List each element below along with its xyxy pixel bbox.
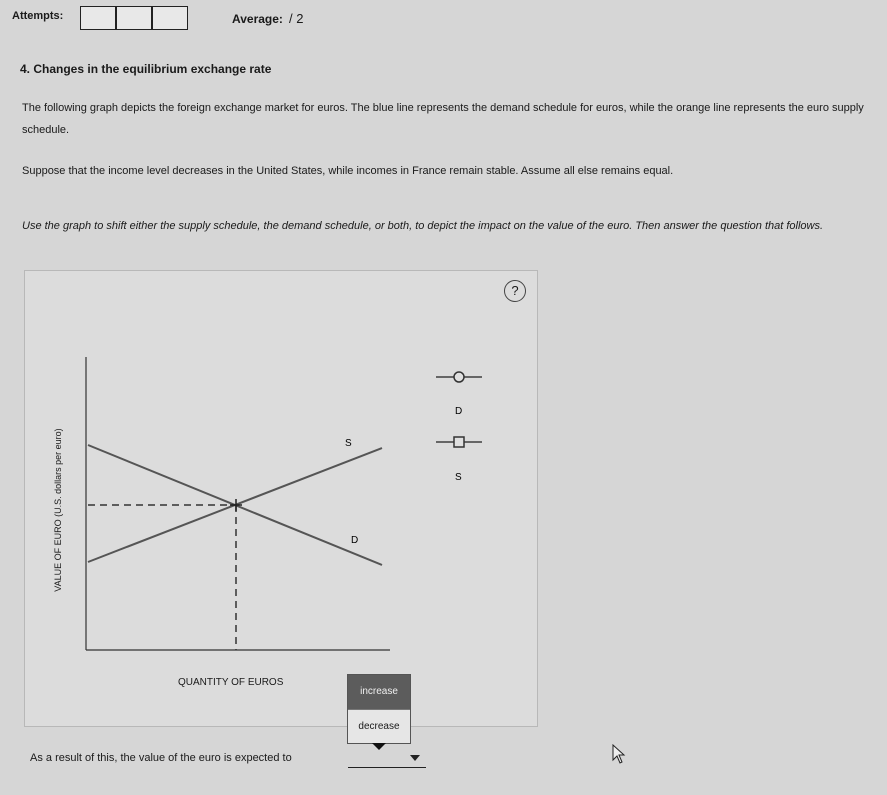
- question-paragraph-2: Suppose that the income level decreases in the United States, while incomes in France remain stable. Assume all else remains equal.: [22, 165, 674, 177]
- dropdown-option-decrease[interactable]: decrease: [348, 709, 410, 744]
- supply-curve-label: S: [345, 438, 352, 449]
- chevron-down-icon[interactable]: [410, 755, 420, 761]
- legend-demand-label: D: [455, 406, 463, 417]
- question-instruction: Use the graph to shift either the supply schedule, the demand schedule, or both, to depict the impact on the value of the euro. Then answer the question that follows.: [22, 220, 824, 232]
- y-axis-label: VALUE OF EURO (U.S. dollars per euro): [53, 428, 63, 592]
- question-paragraph-1: The following graph depicts the foreign exchange market for euros. The blue line represents the demand schedule for euros, while the orange line represents the euro supply schedule.: [22, 102, 864, 136]
- demand-curve-label: D: [351, 535, 359, 546]
- answer-select[interactable]: [348, 767, 426, 768]
- supply-tool-square-icon[interactable]: [454, 437, 464, 447]
- dropdown-option-increase[interactable]: increase: [348, 675, 410, 709]
- attempts-label: Attempts:: [12, 10, 64, 22]
- legend-supply-label: S: [455, 472, 462, 483]
- demand-tool-circle-icon[interactable]: [454, 372, 464, 382]
- answer-dropdown-menu[interactable]: [347, 674, 411, 744]
- mouse-cursor-icon: [612, 744, 626, 764]
- average-value: / 2: [289, 11, 304, 26]
- x-axis-label: QUANTITY OF EUROS: [178, 677, 284, 688]
- final-question-text: As a result of this, the value of the euro is expected to: [30, 752, 292, 764]
- help-icon[interactable]: ?: [504, 280, 526, 302]
- dropdown-pointer-icon: [372, 743, 386, 750]
- average-label: Average:: [232, 12, 283, 26]
- question-title: 4. Changes in the equilibrium exchange rate: [20, 62, 272, 76]
